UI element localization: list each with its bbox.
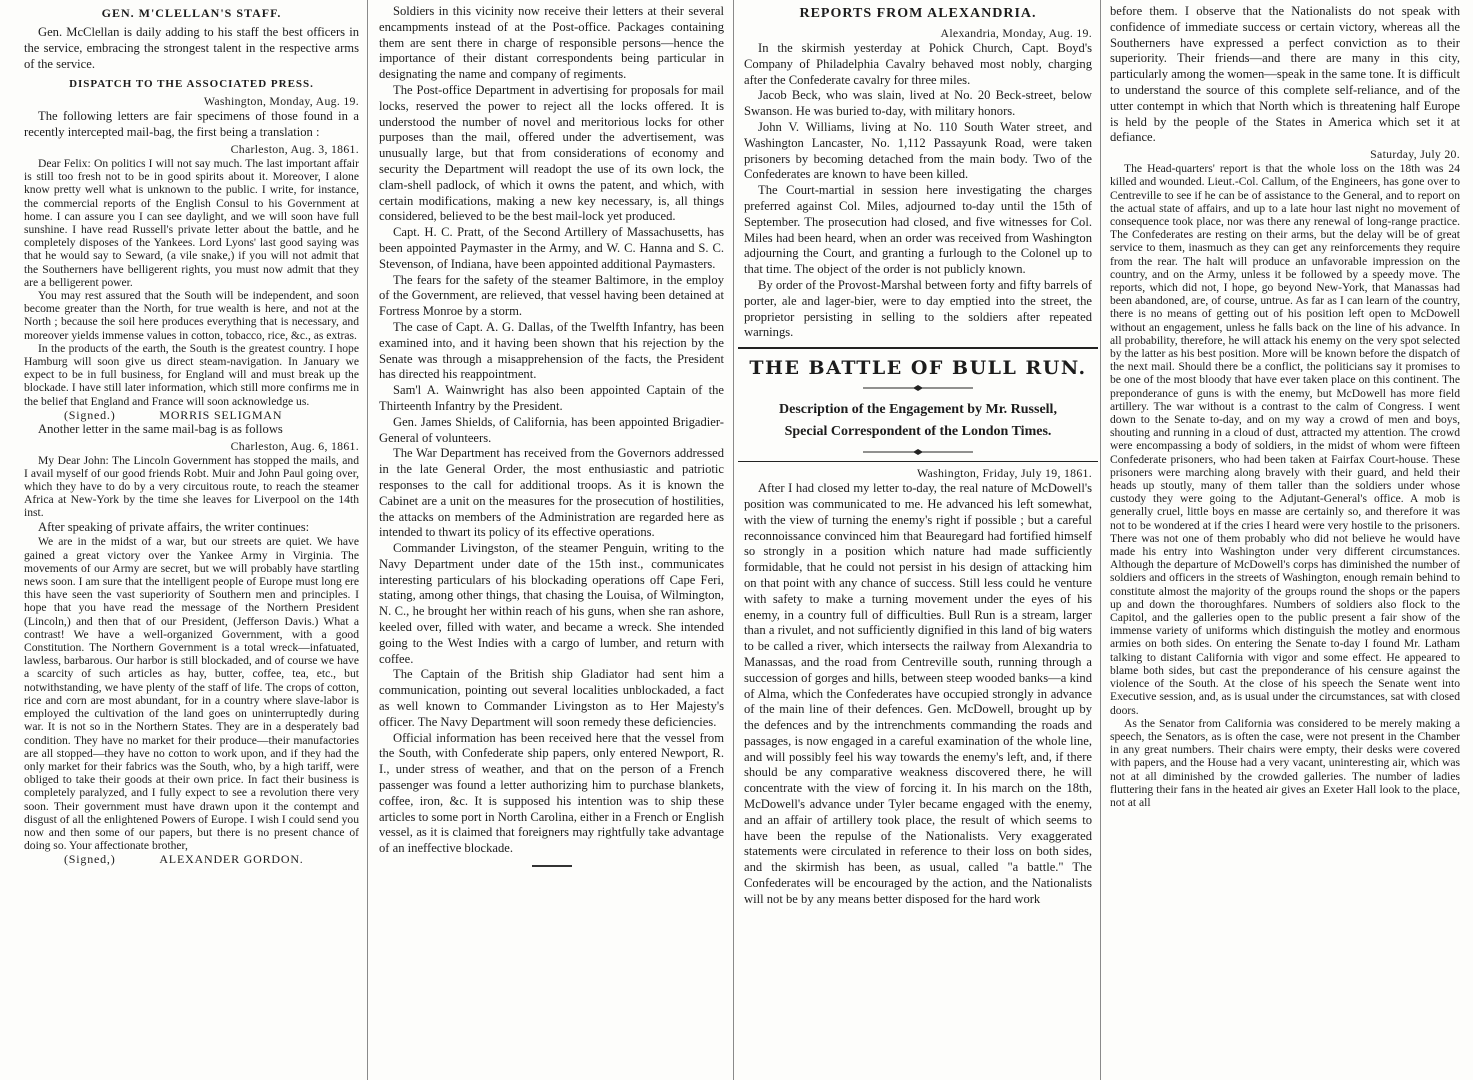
heading-mcclellan-staff: GEN. M'CLELLAN'S STAFF. — [101, 6, 282, 20]
paragraph: The War Department has received from the Governors addressed in the late General Order, the most enthusiastic and patriotic responses to the call for additional troops. As it is known the Cabinet are a unit on the measures for the prosecution of hostilities, the attacks on members of the Administration are regarded here as intended to thwart its policy of its effective operations. — [379, 446, 724, 540]
battle-subtitle: Description of the Engagement by Mr. Russell, — [779, 402, 1057, 418]
paragraph: John V. Williams, living at No. 110 South Water street, and Washington Lancaster, No. 1,112 Passayunk Road, were taken prisoners by becoming detached from the main body. Two of the Confederates are known to have been killed. — [744, 119, 1092, 182]
paragraph: The Post-office Department in advertising for proposals for mail locks, reserved the power to reject all the locks offered. It is understood the number of novel and meritorious locks for other purposes than the mail, offered under the advertisement, was unusually large, but that from considerations of economy and security the Department will readopt the use of its own lock, the clam-shell padlock, of which it owns the patent, and which, with certain modifications, making a new key necessary, is, all things considered, believed to be the best mail-lock yet produced. — [379, 82, 724, 224]
paragraph: After speaking of private affairs, the writer continues: — [38, 519, 310, 534]
paragraph: Sam'l A. Wainwright has also been appointed Captain of the Thirteenth Infantry by the President. — [379, 383, 724, 413]
dateline: Saturday, July 20. — [1370, 147, 1460, 162]
staff-paragraph: Gen. McClellan is daily adding to his staff the best officers in the service, embracing the strongest talent in the respective arms of the service. — [24, 25, 359, 71]
signed-label: (Signed.) — [64, 407, 116, 422]
paragraph: The Head-quarters' report is that the whole loss on the 18th was 24 killed and wounded. Lieut.-Col. Callum, of the Engineers, has gone over to Centreville to see if he can be of assistance to the General, and to report on the actual state of affairs, and up to a late hour last night no movement of consequence took place, nor was there any renewal of long-range practice. The Confederates are resting on their arms, but the delay will be of great service to them, inasmuch as they can get any reinforcements they require from the rear. The halt will produce an unfavorable impression on the country, and on the Army, unless it be followed by a speedy move. The reports, which did not, I hope, go beyond New-York, that Manassas had been abandoned, are, of course, untrue. As far as I can learn of the country, there is no means of getting out of his position left open to McDowell without an engagement, unless he falls back on the line of his advance. In all probability, therefore, he will attack his enemy on the very spot selected by the latter as his best position. More will be known before the dispatch of the next mail. Should there be a conflict, the politicians say it promises to be one of the most bloody that have ever taken place on this continent. The preponderance of guns is with the enemy, but McDowell has more field artillery. The war without is a contrast to the calm of Congress. I went down to the Senate to-day, and on my way a crowd of men and boys, shouting and running in a cloud of dust, attracted my attention. The crowd were encompassing a body of soldiers, in the midst of whom were fifteen Confederate prisoners, who had been taken at Fairfax Court-house. These prisoners were marching along bravely with their guard, and held their heads up stoutly, many of them taller than the soldiers under whose custody they were going to the Adjutant-General's office. A mob is generally cruel, little boys en masse are certainly so, and therefore it was not to be wondered at if the cries I heard were very hostile to the prisoners. There was not one of them probably who did not believe he would have made his entry into Washington under very different circumstances. Although the departure of McDowell's corps has diminished the number of soldiers and officers in the streets of Washington, enough remain behind to constitute almost the majority of the groups round the shops or the papers up and down the thoroughfares. Numbers of soldiers also flock to the Capitol, and the galleries open to the public present a fair show of the immense variety of uniforms which distinguish the motley and enormous armies on both sides. On entering the Senate to-day I found Mr. Latham talking to distant California with vigor and some effect. He appeared to blame both sides, but cast the preponderance of his censure against the violence of the South. At the close of his speech the Senate went into Executive session, and, as is usual under the circumstances, sat with closed doors. — [1110, 162, 1460, 717]
paragraph: Gen. James Shields, of California, has been appointed Brigadier-General of volunteers. — [379, 414, 724, 445]
paragraph: before them. I observe that the Nationalists do not speak with confidence of immediate success or certain victory, whereas all the Southerners have expressed a perfect conviction as to their superiority. Their friends—and there are many in this city, particularly among the women—speak in the same tone. It is difficult to understand the source of this complete self-reliance, and of the utter contempt in which that North which is threatening half Europe is held by the people of the States in America which set it at defiance. — [1110, 4, 1460, 145]
ornament-divider — [863, 449, 973, 455]
end-rule — [532, 865, 572, 867]
column-rule — [1100, 0, 1101, 1080]
paragraph: In the skirmish yesterday at Pohick Church, Capt. Boyd's Company of Philadelphia Cavalry behaved most nobly, charging after the Confederate cavalry for three miles. — [744, 41, 1092, 87]
paragraph: Soldiers in this vicinity now receive their letters at their several encampments instead of at the Post-office. Packages containing them are sent there in charge of responsible persons—hence the importance of their distant correspondents being particular in designating the name and company of regiments. — [379, 4, 724, 82]
letter-paragraph: We are in the midst of a war, but our streets are quiet. We have gained a great victory over the Yankee Army in Virginia. The movements of our Army are secret, but we will probably have startling news soon. I am sure that the intelligent people of Europe must long ere this have seen the vast superiority of Southern men and principles. I hope that you have read the message of the Northern President (Lincoln,) and then that of our President, (Jefferson Davis.) What a contrast! We have a well-organized Government, with a good Constitution. The Northern Government is a total wreck—infatuated, lawless, barbarous. Our harbor is still blockaded, and of course we have a scarcity of such articles as hay, butter, coffee, tea, etc., but notwithstanding, we have plenty of the staff of life. The crops of cotton, rice and corn are most abundant, for in a country where slave-labor is employed the cultivation of the land goes on uninterruptedly during war. It is not so in the Northern States. They are in a desperately bad condition. They have no market for their produce—their manufactories are all stopped—they have no cotton to work upon, and if they had the only market for their fabrics was the South, who, by a high tariff, were obliged to take their goods at their own price. In fact their business is completely paralyzed, and I fully expect to see a revolution there very soon. Their government must have drawn upon it the contempt and disgust of all the enlightened Powers of Europe. I wish I could send you now and then some of our papers, but there is no present chance of doing so. Your affectionate brother, — [24, 535, 359, 853]
battle-header — [738, 347, 1098, 462]
column-3 — [738, 0, 1098, 1080]
letter-paragraph: In the products of the earth, the South is the greatest country. I hope Hamburg will soon give us direct steam-navigation. In January we expect to be in full business, for England will and must break up the blockade. I have still later information, which still more confirms me in the belief that England and France will soon acknowledge us. — [24, 341, 359, 408]
letter-paragraph: Dear Felix: On politics I will not say much. The last important affair is still too fresh not to be in good spirits about it. Moreover, I alone know pretty well what is unknown to the public. I write, for instance, the commercial reports of the English Consul to his Government at home. I can assure you I can see daylight, and we will soon have full sunshine. I have read Russell's private letter about the battle, and he completely disposes of the Yankees. Lord Lyons' last good saying was that he would say to Seward, (a vile snake,) if you will not admit that the Southerners have belligerent rights, you must now admit that they are a belligerent power. — [24, 156, 359, 289]
dateline: Alexandria, Monday, Aug. 19. — [940, 26, 1092, 40]
column-1 — [18, 0, 365, 1080]
heading-alexandria: REPORTS FROM ALEXANDRIA. — [799, 6, 1037, 21]
battle-subtitle: Special Correspondent of the London Times. — [784, 424, 1052, 440]
signature-line — [64, 852, 359, 866]
letter-paragraph: My Dear John: The Lincoln Government has stopped the mails, and I avail myself of our good friends Robt. Muir and John Paul going over, which they have to do by a very circuitous route, to reach the steamer Africa at New-York by the time she leaves for Liverpool on the 14th inst. — [24, 453, 359, 520]
paragraph: The case of Capt. A. G. Dallas, of the Twelfth Infantry, has been examined into, and it having been shown that his rejection by the Senate was through a misapprehension of the facts, the President has directed his reappointment. — [379, 319, 724, 382]
dateline: Washington, Friday, July 19, 1861. — [917, 466, 1092, 481]
ornament-divider — [863, 385, 973, 391]
paragraph: As the Senator from California was considered to be merely making a speech, the Senators, as is often the case, were not present in the Chamber in any great numbers. Their chairs were empty, their desks were covered with papers, and the House had a very vacant, uninteresting air, which was not at all diminished by the crowded galleries. The number of ladies fluttering their fans in the heated air gives an Exeter Hall look to the place, not at all — [1110, 716, 1460, 809]
signer-name: MORRIS SELIGMAN — [159, 407, 283, 422]
paragraph: After I had closed my letter to-day, the real nature of McDowell's position was communicated to me. He advanced his left somewhat, with the view of turning the enemy's right if possible ; but a careful reconnoissance convinced him that Beauregard had fortified himself so strongly in a position which nature had made sufficiently formidable, that he could not persist in his design of attacking him on that point with any chance of success. Still less could he venture with safety to make a turning movement under the eyes of his enemy, in a country full of difficulties. Bull Run is a stream, larger than a rivulet, and not sufficiently dignified in this land of big waters to be called a river, which intersects the railway from Alexandria to Manassas, and the road from Centreville south, running through a succession of gorges and hills, between steep wooded banks—a kind of Alma, which the Confederates have occupied strongly in advance of the main line of their defences. Gen. McDowell, brought up by the defences and by the intrenchments commanding the roads and passages, is now engaged in a careful examination of the whole line, and will possibly feel his way towards the enemy's left, and, if there should be any comparative weakness discovered there, he will concentrate with the view of forcing it. In his march on the 18th, McDowell's advance under Tyler became engaged with the enemy, and an affair of artillery took place, the result of which seems to have been the repulse of the Nationalists. Very exaggerated statements were circulated in reference to their loss on both sides, and the skirmish has been, as usual, called "a battle." The Confederates will be encouraged by the action, and the Nationalists will not be by any means better disposed for the hard work — [744, 481, 1092, 906]
paragraph: Official information has been received here that the vessel from the South, with Confederate ship papers, only entered Newport, R. I., under stress of weather, and that on the person of a French passenger was found a letter authorizing him to purchase blankets, coffee, iron, &c. It is supposed his intention was to ship these articles to some port in North Carolina, either in a French or English vessel, as it is claimed that foreigners may rightfully take advantage of an ineffective blockade. — [379, 730, 724, 856]
signed-label: (Signed,) — [64, 852, 116, 867]
paragraph: Capt. H. C. Pratt, of the Second Artillery of Massachusetts, has been appointed Paymaster in the Army, and W. C. Hanna and S. C. Stevenson, of Indiana, have been appointed additional Paymasters. — [379, 225, 724, 271]
heading-dispatch: DISPATCH TO THE ASSOCIATED PRESS. — [69, 78, 314, 91]
paragraph: The Captain of the British ship Gladiator had sent him a communication, pointing out several localities unblockaded, a fact as well known to Commander Livingston as to Her Majesty's officer. The Navy Department will soon remedy these deficiencies. — [379, 667, 724, 729]
paragraph: By order of the Provost-Marshal between forty and fifty barrels of porter, ale and lager-bier, were to day emptied into the street, the proprietor persisting in selling to the soldiers after repeated warnings. — [744, 277, 1092, 340]
letter-paragraph: You may rest assured that the South will be independent, and soon become greater than the North, for true wealth is here, and not at the North ; because the soil here produces everything that is necessary, and moreover yields immense values in cotton, tobacco, rice, &c., as extras. — [24, 289, 359, 342]
intro-paragraph: The following letters are fair specimens of those found in a recently intercepted mail-bag, the first being a translation : — [24, 109, 359, 140]
paragraph: The fears for the safety of the steamer Baltimore, in the employ of the Government, are relieved, that vessel having been detained at Fortress Monroe by a storm. — [379, 272, 724, 319]
paragraph: Another letter in the same mail-bag is as follows — [38, 421, 283, 436]
dateline: Charleston, Aug. 3, 1861. — [230, 141, 359, 156]
paragraph: The Court-martial in session here investigating the charges preferred against Col. Miles, adjourned to-day until the 15th of September. The prosecution had closed, and five witnesses for Col. Miles had been heard, when an order was received from Washington adjourning the Court, and granting a furlough to the Colonel up to that time. The object of the order is not publicly known. — [744, 183, 1092, 277]
column-4 — [1104, 0, 1466, 1080]
paragraph: Commander Livingston, of the steamer Penguin, writing to the Navy Department under date of the 15th inst., communicates interesting particulars of his blockading operations off Cape Feri, stating, among other things, that chasing the Louisa, of Wilmington, N. C., he brought her within reach of his guns, when she ran ashore, keeled over, filled with water, and became a wreck. She intended going to the West Indies with a cargo of lumber, and return with coffee. — [379, 541, 724, 666]
paragraph: Jacob Beck, who was slain, lived at No. 20 Beck-street, below Swanson. He was buried to-day, with military honors. — [744, 88, 1092, 119]
signer-name: ALEXANDER GORDON. — [159, 852, 304, 867]
column-rule — [367, 0, 368, 1080]
dateline: Charleston, Aug. 6, 1861. — [230, 438, 359, 453]
battle-title: THE BATTLE OF BULL RUN. — [749, 357, 1087, 380]
column-2 — [373, 0, 730, 1080]
dateline: Washington, Monday, Aug. 19. — [203, 94, 359, 109]
signature-line — [64, 408, 359, 422]
column-rule — [733, 0, 734, 1080]
